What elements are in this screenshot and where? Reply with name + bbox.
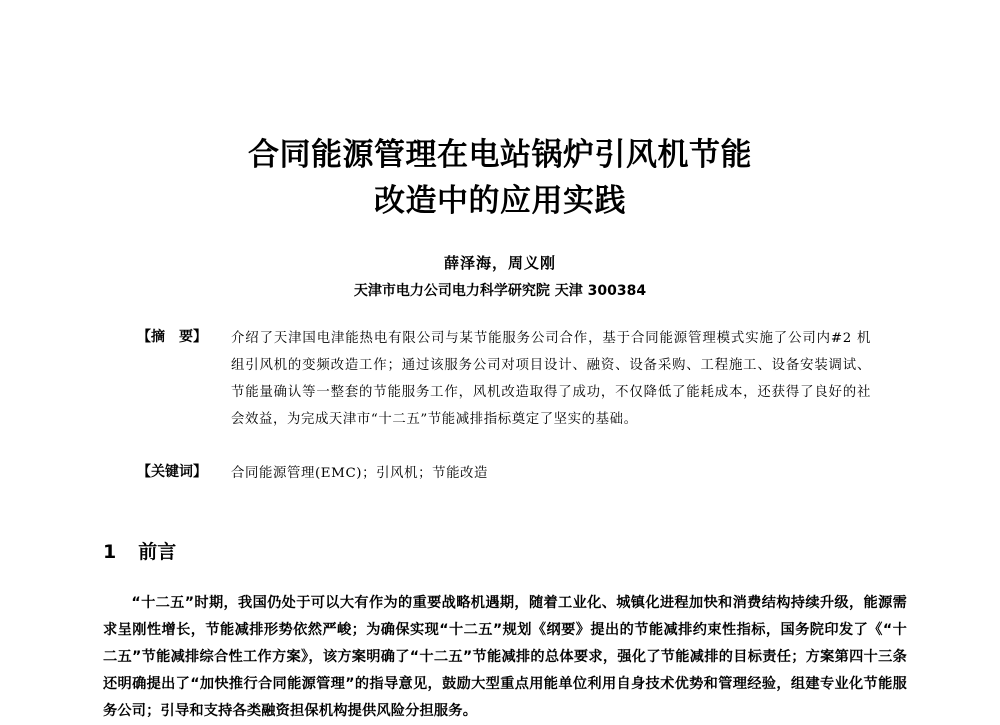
keywords-label: 【关键词】 [137,464,207,480]
section-heading [103,537,176,564]
abstract-label: 【摘 要】 [137,329,207,345]
section-title: 前言 [138,541,177,563]
keywords-text: 合同能源管理(EMC)；引风机；节能改造 [231,466,489,481]
abstract-text: 介绍了天津国电津能热电有限公司与某节能服务公司合作，基于合同能源管理模式实施了公司内#2 机组引风机的变频改造工作；通过该服务公司对项目设计、融资、设备采购、工程施工、设备安装调试、节能量确认等一整套的节能服务工作，风机改造取得了成功，不仅降低了能耗成本，还获得了良好的社会效益，为完成天津市“十二五”节能减排指标奠定了坚实的基础。 [231,331,871,427]
author-list: 薛泽海，周义刚 [443,254,556,272]
body-paragraph: “十二五”时期，我国仍处于可以大有作为的重要战略机遇期，随着工业化、城镇化进程加快和消费结构持续升级，能源需求呈刚性增长，节能减排形势依然严峻；为确保实现“十二五”规划《纲要》提出的节能减排约束性指标，国务院印发了《“十二五”节能减排综合性工作方案》，该方案明确了“十二五”节能减排的总体要求，强化了节能减排的目标责任；方案第四十三条还明确提出了“加快推行合同能源管理”的指导意见，鼓励大型重点用能单位利用自身技术优势和管理经验，组建专业化节能服务公司；引导和支持各类融资担保机构提供风险分担服务。 [103,595,907,719]
section-number: 1 [103,541,117,563]
paper-title-line-1: 合同能源管理在电站锅炉引风机节能 [248,137,752,173]
paper-title-line-2: 改造中的应用实践 [374,183,626,219]
author-affiliation: 天津市电力公司电力科学研究院 天津 300384 [353,283,647,299]
